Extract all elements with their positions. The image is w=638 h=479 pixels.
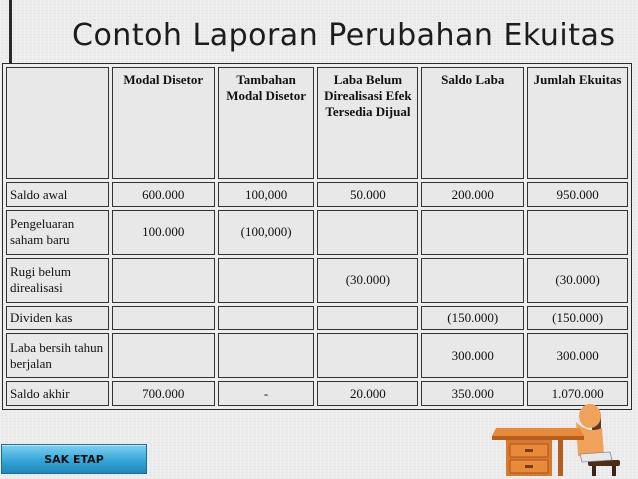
person-at-desk-icon [488,378,636,478]
table-row [6,258,628,303]
table-row [6,182,628,207]
table-cell [218,333,315,378]
table-cell: 700.000 [112,381,215,406]
table-cell: (30.000) [527,258,628,303]
table-cell: 200.000 [421,182,524,207]
table-header-row [6,67,628,179]
table-cell [317,333,418,378]
row-label: Dividen kas [6,306,109,331]
table-cell [421,210,524,255]
page-title: Contoh Laporan Perubahan Ekuitas [72,18,616,53]
equity-statement-table [2,63,632,410]
table-cell: 100,000 [218,182,315,207]
table-cell [112,333,215,378]
table-row [6,210,628,255]
table-cell: 100.000 [112,210,215,255]
table-cell: 1.070.000 [527,381,628,406]
row-label: Saldo akhir [6,381,109,406]
row-label: Saldo awal [6,182,109,207]
left-accent-rule [9,0,12,66]
header-saldo-laba: Saldo Laba [421,67,524,179]
header-jumlah-ekuitas: Jumlah Ekuitas [527,67,628,179]
table-cell: (100,000) [218,210,315,255]
table-cell [317,306,418,331]
table-cell: - [218,381,315,406]
table-cell: 350.000 [421,381,524,406]
table-cell [112,306,215,331]
table-cell: 20.000 [317,381,418,406]
table-cell: (30.000) [317,258,418,303]
table-cell: 50.000 [317,182,418,207]
table-cell [218,258,315,303]
table-cell [527,210,628,255]
table-cell [421,258,524,303]
row-label: Laba bersih tahun berjalan [6,333,109,378]
table-row [6,306,628,331]
row-label: Pengeluaran saham baru [6,210,109,255]
row-label: Rugi belum direalisasi [6,258,109,303]
table-row [6,333,628,378]
table-cell: 300.000 [421,333,524,378]
table-cell: (150.000) [421,306,524,331]
table-cell [218,306,315,331]
header-laba-belum-direalisasi: Laba Belum Direalisasi Efek Tersedia Dijual [317,67,418,179]
table-cell [317,210,418,255]
table-cell: 600.000 [112,182,215,207]
header-modal-disetor: Modal Disetor [112,67,215,179]
table-cell: 950.000 [527,182,628,207]
sak-etap-button[interactable]: SAK ETAP [1,444,147,474]
header-corner-cell [6,67,109,179]
table-cell [112,258,215,303]
table-cell: 300.000 [527,333,628,378]
header-tambahan-modal-disetor: Tambahan Modal Disetor [218,67,315,179]
table-cell: (150.000) [527,306,628,331]
